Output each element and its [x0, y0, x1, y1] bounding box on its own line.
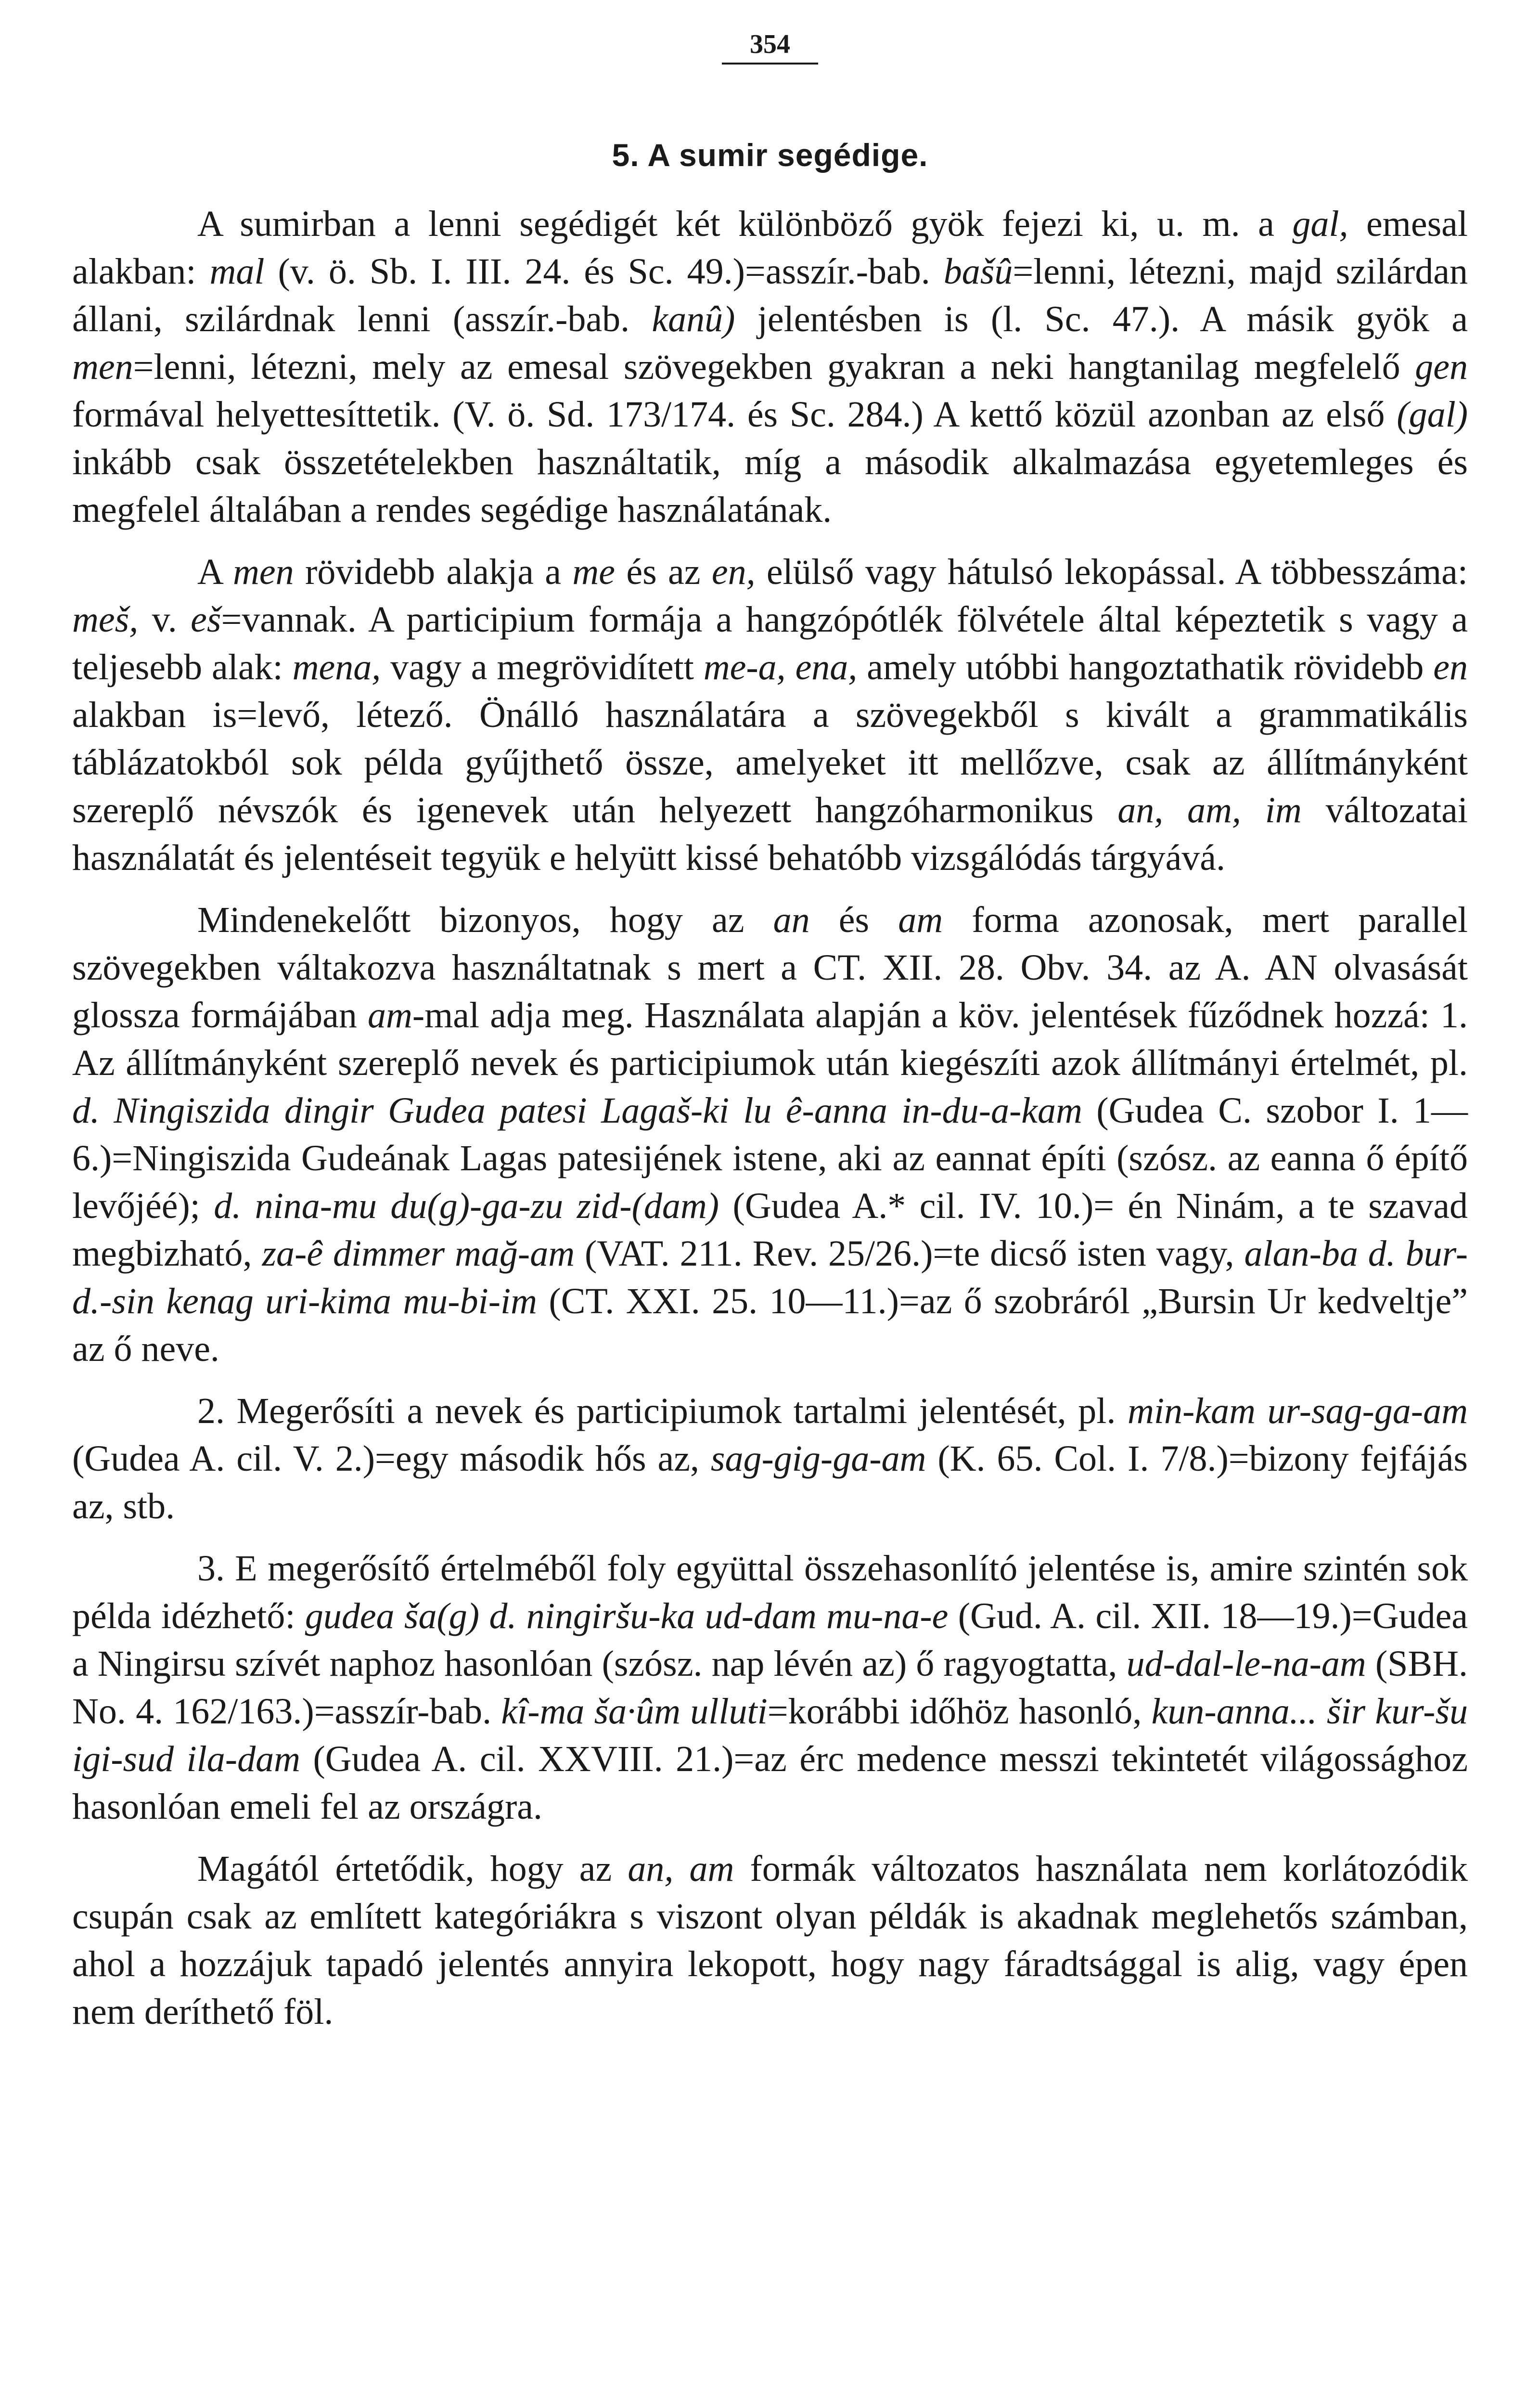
italic-term: bašû	[943, 251, 1013, 292]
italic-term: mal	[209, 251, 265, 292]
page-number: 354	[722, 29, 818, 65]
italic-term: d. nina-mu du(g)-ga-zu zid-(dam)	[214, 1186, 719, 1226]
italic-term: en	[1433, 647, 1468, 687]
italic-term: ud-dal-le-na-am	[1126, 1643, 1366, 1684]
italic-term: sag-gig-ga-am	[710, 1438, 926, 1479]
italic-term: me	[572, 552, 616, 592]
text-run: formával helyettesíttetik. (V. ö. Sd. 173/174. és Sc. 284.) A kettő közül azonban az első	[72, 394, 1397, 435]
text-run: =lenni, létezni, majd szilárdan állani, szilárdnak lenni (asszír.-bab.	[72, 251, 1468, 339]
italic-term: an	[773, 900, 810, 940]
text-run: (CT. XXI. 25. 10—11.)=az ő szobráról „Bursin Ur kedveltje” az ő neve.	[72, 1281, 1468, 1369]
text-run: (v. ö. Sb. I. III. 24. és Sc. 49.)=asszír.-bab.	[264, 251, 944, 292]
italic-term: an, am, im	[1117, 790, 1302, 830]
text-run: amely utóbbi hangoztathatik rövidebb	[857, 647, 1434, 687]
italic-term: en,	[711, 552, 756, 592]
italic-term: kun-anna... šir kur-šu igi-sud ila-dam	[72, 1691, 1468, 1779]
text-run: =vannak. A participium formája a hangzópótlék fölvétele által képeztetik s vagy a teljesebb alak:	[72, 599, 1468, 687]
section-title: 5. A sumir segédige.	[612, 137, 928, 173]
text-run: A	[197, 552, 233, 592]
text-run: =lenni, létezni, mely az emesal szövegekben gyakran a neki hangtanilag megfelelő	[133, 347, 1415, 387]
text-run: A sumirban a lenni segédigét két különböző gyök fejezi ki, u. m. a	[197, 204, 1293, 244]
text-run: forma azonosak, mert parallel szövegekben váltakozva használtatnak s mert a CT. XII. 28. Obv. 34. az A. AN olvasását glossza formájában	[72, 900, 1468, 1035]
text-run: vagy a megrövidített	[381, 647, 704, 687]
text-run: változatai használatát és jelentéseit tegyük e helyütt kissé behatóbb vizsgálódás tárgyává.	[72, 790, 1468, 878]
italic-term: mena,	[292, 647, 381, 687]
italic-term: an, am	[628, 1849, 734, 1889]
paragraph-3	[72, 896, 1468, 1373]
italic-term: (gal)	[1397, 394, 1468, 435]
text-run: elülső vagy hátulsó lekopással. A többesszáma:	[755, 552, 1468, 592]
text-run: =korábbi időhöz hasonló,	[767, 1691, 1152, 1732]
italic-term: men	[72, 347, 133, 387]
text-run: -mal adja meg. Használata alapján a köv. jelentések fűződnek hozzá: 1. Az állítmányként szereplő nevek és participiumok után kiegészíti azok állítmányi értelmét, pl.	[72, 995, 1468, 1083]
text-run: (Gudea A. cil. V. 2.)=egy második hős az,	[72, 1438, 711, 1479]
italic-term: eš	[191, 599, 221, 640]
italic-term: me-a, ena,	[703, 647, 858, 687]
text-run: inkább csak összetételekben használtatik, míg a második alkalmazása egyetemleges és megfelel általában a rendes segédige használatának.	[72, 442, 1468, 530]
text-run: (VAT. 211. Rev. 25/26.)=te dicső isten vagy,	[575, 1233, 1245, 1274]
paragraph-5	[72, 1545, 1468, 1831]
text-run: és	[809, 900, 898, 940]
paragraph-2	[72, 548, 1468, 882]
italic-term: kanû)	[652, 299, 735, 339]
text-run: (Gud. A. cil. XII. 18—19.)=Gudea a Ningirsu szívét naphoz hasonlóan (szósz. nap lévén az) ő ragyogtatta,	[72, 1596, 1468, 1684]
text-run: emesal alakban:	[72, 204, 1468, 292]
book-page	[72, 29, 1468, 2407]
italic-term: min-kam ur-sag-ga-am	[1128, 1391, 1468, 1431]
italic-term: am	[367, 995, 412, 1035]
text-run: (Gudea A.* cil. IV. 10.)= én Ninám, a te szavad megbizható,	[72, 1186, 1468, 1274]
italic-term: gen	[1415, 347, 1468, 387]
paragraph-1	[72, 200, 1468, 534]
text-run: (SBH. No. 4. 162/163.)=asszír-bab.	[72, 1643, 1468, 1732]
italic-term: za-ê dimmer mağ-am	[262, 1233, 575, 1274]
italic-term: d. Ningiszida dingir Gudea patesi Lagaš-ki lu ê-anna in-du-a-kam	[72, 1090, 1082, 1131]
text-run: formák változatos használata nem korlátozódik csupán csak az említett kategóriákra s viszont olyan példák is akadnak meglehetős számban, ahol a hozzájuk tapadó jelentés annyira lekopott, hogy nagy fáradtsággal is alig, vagy épen nem deríthető föl.	[72, 1849, 1468, 2032]
text-run: és az	[615, 552, 712, 592]
text-run: jelentésben is (l. Sc. 47.). A másik gyök a	[735, 299, 1468, 339]
italic-term: gudea ša(g) d. ningiršu-ka ud-dam mu-na-e	[305, 1596, 949, 1636]
text-run: Mindenekelőtt bizonyos, hogy az	[197, 900, 773, 940]
italic-term: alan-ba d. bur-d.-sin kenag uri-kima mu-bi-im	[72, 1233, 1468, 1321]
text-run: rövidebb alakja a	[294, 552, 573, 592]
text-run: 2. Megerősíti a nevek és participiumok tartalmi jelentését, pl.	[197, 1391, 1128, 1431]
italic-term: gal,	[1292, 204, 1348, 244]
italic-term: kî-ma ša·ûm ulluti	[501, 1691, 768, 1732]
paragraph-4	[72, 1387, 1468, 1530]
text-run: 3. E megerősítő értelméből foly együttal összehasonlító jelentése is, amire szintén sok példa idézhető:	[72, 1548, 1468, 1636]
italic-term: am	[898, 900, 943, 940]
italic-term: meš,	[72, 599, 139, 640]
italic-term: men	[233, 552, 294, 592]
text-run: alakban is=levő, létező. Önálló használatára a szövegekből s kivált a grammatikális táblázatokból sok példa gyűjthető össze, amelyeket itt mellőzve, csak az állítmányként szereplő névszók és igenevek után helyezett hangzóharmonikus	[72, 695, 1468, 830]
paragraph-6	[72, 1845, 1468, 2036]
text-run: (Gudea A. cil. XXVIII. 21.)=az érc medence messzi tekintetét világossághoz hasonlóan emeli fel az országra.	[72, 1739, 1468, 1827]
text-run: (K. 65. Col. I. 7/8.)=bizony fejfájás az, stb.	[72, 1438, 1468, 1527]
text-run: (Gudea C. szobor I. 1—6.)=Ningiszida Gudeának Lagas patesijének istene, aki az eannat építi (szósz. az eanna ő építő levőjéé);	[72, 1090, 1468, 1226]
text-run: Magától értetődik, hogy az	[197, 1849, 628, 1889]
text-run: v.	[138, 599, 191, 640]
